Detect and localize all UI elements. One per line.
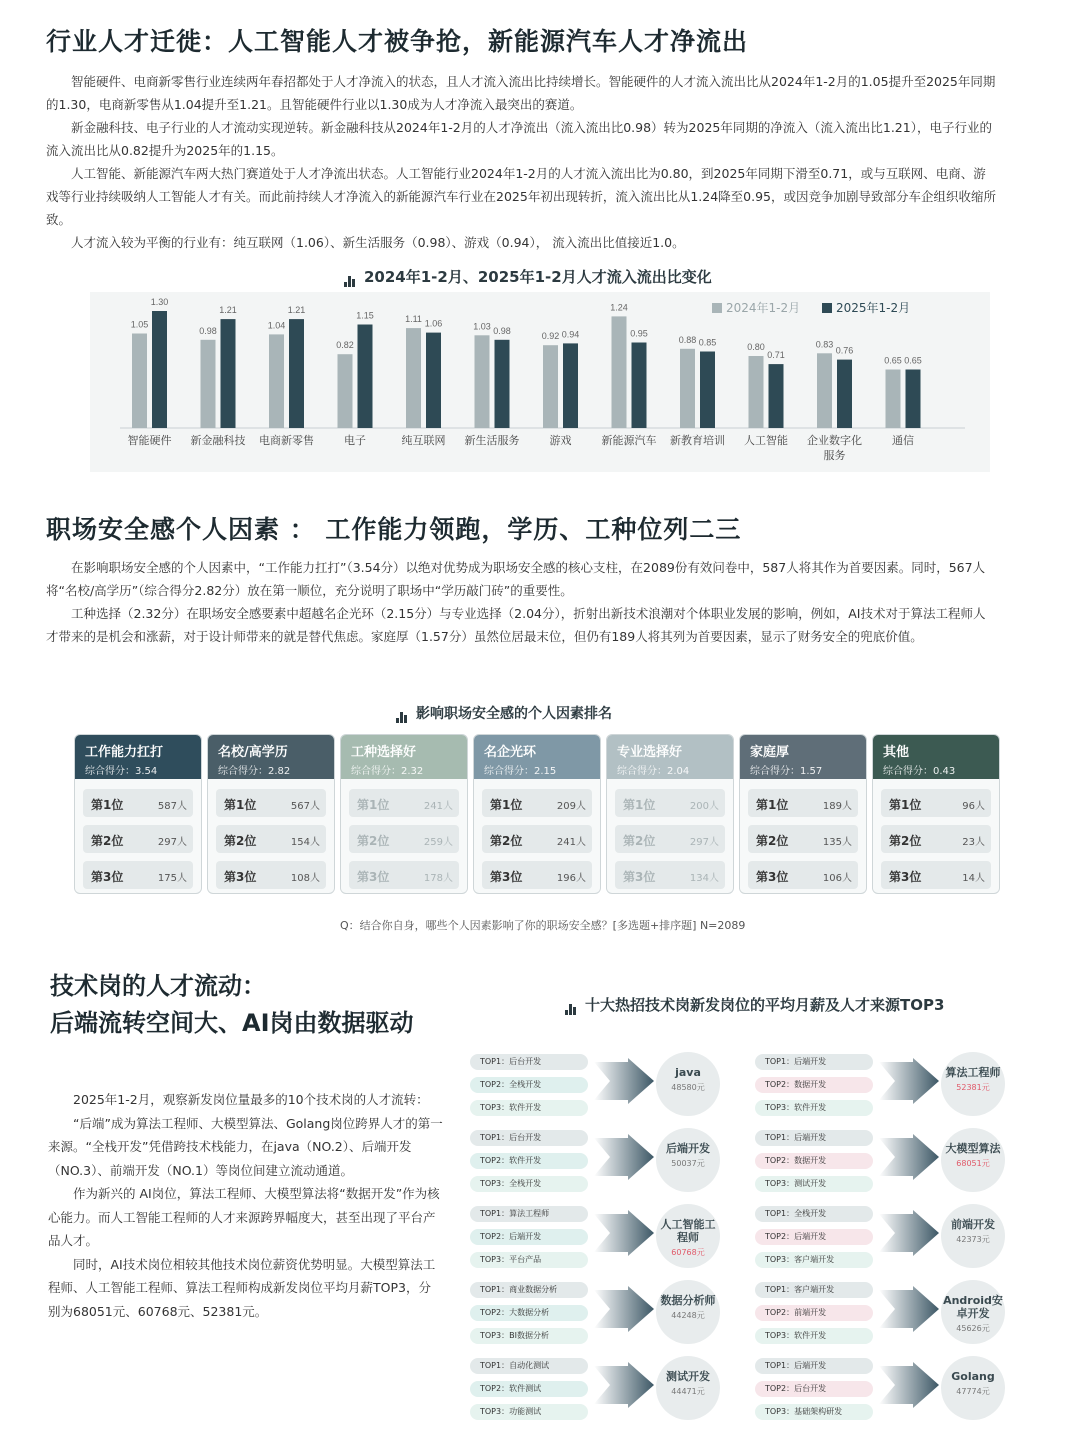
card-header — [607, 735, 733, 779]
bar — [221, 319, 236, 428]
rank-count: 587人 — [157, 801, 187, 812]
rank-row — [216, 789, 326, 817]
job-name: 算法工程师 — [945, 1066, 1001, 1079]
bar — [338, 354, 353, 428]
job-salary: 45626元 — [956, 1324, 990, 1333]
rank-count: 14人 — [962, 873, 985, 884]
flow-arrow-icon — [879, 1058, 939, 1104]
bar — [886, 370, 901, 429]
card-header — [208, 735, 334, 779]
tick-label: 电商新零售 — [259, 434, 314, 447]
bar — [475, 335, 490, 428]
job-salary: 50037元 — [671, 1159, 705, 1168]
rank-label: 第3位 — [623, 870, 656, 884]
rank-row — [83, 861, 193, 889]
source-pill: TOP3：功能测试 — [470, 1404, 588, 1420]
tick-label: 新生活服务 — [464, 434, 520, 447]
data-label: 0.65 — [904, 355, 922, 366]
rank-label: 第1位 — [623, 798, 656, 812]
source-pill: TOP3：全栈开发 — [470, 1176, 588, 1192]
data-label: 0.94 — [561, 329, 580, 340]
data-label: 0.88 — [678, 334, 697, 345]
job-name: 前端开发 — [951, 1218, 995, 1231]
chart1-title: 2024年1-2月、2025年1-2月人才流入流出比变化 — [344, 266, 712, 287]
data-label: 0.83 — [815, 339, 834, 350]
factor-score: 综合得分：2.04 — [617, 766, 690, 777]
rank-row — [482, 825, 592, 853]
rank-row — [482, 861, 592, 889]
source-pill: TOP3：客户端开发 — [755, 1252, 873, 1268]
factor-score: 综合得分：1.57 — [750, 766, 823, 777]
data-label: 1.21 — [219, 305, 237, 316]
paragraph: 作为新兴的 AI岗位，算法工程师、大模型算法将“数据开发”作为核心能力。而人工智能工程师的人才来源跨界幅度大，甚至出现了平台产品人才。 — [48, 1186, 440, 1248]
flow-arrow-icon — [594, 1134, 654, 1180]
source-pill: TOP2：后端开发 — [470, 1229, 588, 1245]
bar — [406, 328, 421, 428]
data-label: 1.04 — [267, 320, 286, 331]
paragraph: 2025年1-2月，观察新发岗位量最多的10个技术岗的人才流转： — [73, 1092, 429, 1107]
rank-count: 297人 — [689, 837, 719, 848]
source-pill: TOP3：软件开发 — [755, 1100, 873, 1116]
source-pill: TOP2：软件测试 — [470, 1381, 588, 1397]
rank-row — [748, 861, 858, 889]
rank-row — [83, 825, 193, 853]
source-pill: TOP1：后端开发 — [755, 1358, 873, 1374]
data-label: 0.95 — [630, 328, 648, 339]
data-label: 0.76 — [835, 345, 854, 356]
legend-label: 2025年1-2月 — [836, 301, 911, 315]
rank-row — [615, 825, 725, 853]
rank-label: 第1位 — [357, 798, 390, 812]
rank-label: 第2位 — [91, 834, 124, 848]
source-pill: TOP3：BI数据分析 — [470, 1328, 588, 1344]
job-name: Android安卓开发 — [943, 1294, 1003, 1320]
rank-label: 第2位 — [889, 834, 922, 848]
tick-label: 新金融科技 — [190, 434, 246, 447]
rank-count: 241人 — [423, 801, 453, 812]
data-label: 0.65 — [884, 355, 902, 366]
data-label: 0.71 — [767, 350, 785, 361]
flow-arrow-icon — [594, 1362, 654, 1408]
card-header — [740, 735, 866, 779]
rank-label: 第2位 — [357, 834, 390, 848]
bar — [426, 333, 441, 428]
factor-score: 综合得分：2.82 — [218, 766, 291, 777]
tick-label: 人工智能 — [744, 434, 788, 447]
rank-count: 23人 — [962, 837, 985, 848]
factor-card — [207, 734, 335, 894]
card-header — [75, 735, 201, 779]
paragraph: 人才流入较为平衡的行业有：纯互联网（1.06）、新生活服务（0.98）、游戏（0.94）， 流入流出比值接近1.0。 — [71, 235, 685, 250]
rank-count: 106人 — [822, 873, 852, 884]
paragraph: 工种选择（2.32分）在职场安全感要素中超越名企光环（2.15分）与专业选择（2.04分），折射出新技术浪潮对个体职业发展的影响，例如，AI技术对于算法工程师人才带来的是机会和涨薪，对于设计师带来的就是替代焦虑。家庭厚（1.57分）虽然位居最末位，但仍有189人将其列为首要因素，显示了财务安全的兜底价值。 — [46, 606, 986, 644]
rank-count: 154人 — [290, 837, 320, 848]
data-label: 1.30 — [150, 297, 169, 307]
rank-label: 第1位 — [889, 798, 922, 812]
rank-label: 第2位 — [756, 834, 789, 848]
rank-count: 178人 — [423, 873, 453, 884]
flow-arrow-icon — [879, 1210, 939, 1256]
rank-row — [216, 861, 326, 889]
bar-chart-icon — [396, 707, 408, 719]
rank-row — [881, 861, 991, 889]
job-salary: 47774元 — [956, 1387, 990, 1396]
job-circle — [941, 1204, 1005, 1268]
rank-row — [748, 789, 858, 817]
bar — [700, 352, 715, 429]
rank-row — [881, 789, 991, 817]
section2-text — [46, 556, 996, 648]
legend-swatch — [822, 303, 832, 313]
rank-row — [615, 789, 725, 817]
factor-name: 专业选择好 — [617, 745, 683, 760]
rank-label: 第1位 — [756, 798, 789, 812]
rank-label: 第3位 — [224, 870, 257, 884]
tick-label: 企业数字化 — [807, 434, 862, 447]
paragraph: 人工智能、新能源汽车两大热门赛道处于人才净流出状态。人工智能行业2024年1-2月的人才流入流出比为0.80，到2025年同期下滑至0.71，或与互联网、电商、游戏等行业持续吸纳人工智能人才有关。而此前持续人才净流入的新能源汽车行业在2025年初出现转折，流入流出比从1.24降至0.95，或因竞争加剧导致部分车企组织收缩所致。 — [46, 166, 996, 227]
factor-name: 其他 — [883, 745, 910, 760]
data-label: 0.98 — [493, 325, 511, 336]
factor-name: 工作能力扛打 — [85, 745, 164, 760]
job-circle — [941, 1052, 1005, 1116]
rank-count: 567人 — [290, 801, 320, 812]
rank-label: 第1位 — [224, 798, 257, 812]
factor-card — [739, 734, 867, 894]
rank-row — [349, 825, 459, 853]
rank-count: 209人 — [556, 801, 586, 812]
bar-chart-icon — [344, 269, 356, 281]
job-salary: 52381元 — [956, 1083, 990, 1092]
flow-arrow-icon — [594, 1210, 654, 1256]
bar — [632, 343, 647, 429]
job-name: 测试开发 — [666, 1370, 710, 1383]
paragraph: 智能硬件、电商新零售行业连续两年春招都处于人才净流入的状态，且人才流入流出比持续增长。智能硬件的人才流入流出比从2024年1-2月的1.05提升至2025年同期的1.30，电商新零售从1.04提升至1.21。且智能硬件行业以1.30成为人才净流入最突出的赛道。 — [46, 74, 996, 112]
data-label: 1.03 — [473, 321, 491, 332]
job-name: 后端开发 — [666, 1142, 710, 1155]
rank-label: 第3位 — [490, 870, 523, 884]
bar — [269, 334, 284, 428]
flow-arrow-icon — [879, 1362, 939, 1408]
factor-score: 综合得分：2.15 — [484, 766, 557, 777]
job-salary: 42373元 — [956, 1235, 990, 1244]
source-pill: TOP1：客户端开发 — [755, 1282, 873, 1298]
legend-label: 2024年1-2月 — [726, 301, 801, 315]
bar — [769, 364, 784, 428]
source-pill: TOP1：自动化测试 — [470, 1358, 588, 1374]
rank-row — [349, 789, 459, 817]
card-header — [873, 735, 999, 779]
rank-count: 259人 — [423, 837, 453, 848]
job-circle — [656, 1052, 720, 1116]
source-pill: TOP1：后台开发 — [470, 1130, 588, 1146]
factor-card — [74, 734, 202, 894]
job-name: 大模型算法 — [945, 1142, 1001, 1155]
rank-count: 134人 — [689, 873, 719, 884]
section3-title-line1: 技术岗的人才流动： — [50, 972, 266, 1000]
bar — [563, 343, 578, 428]
factor-name: 家庭厚 — [750, 745, 790, 760]
tick-label: 新教育培训 — [670, 434, 725, 447]
bar-chart-icon — [565, 997, 577, 1009]
factor-name: 名校/高学历 — [218, 745, 288, 760]
rank-count: 297人 — [157, 837, 187, 848]
source-pill: TOP1：算法工程师 — [470, 1206, 588, 1222]
data-label: 1.06 — [424, 318, 443, 329]
factor-card — [606, 734, 734, 894]
rank-count: 175人 — [157, 873, 187, 884]
tick-label: 新能源汽车 — [601, 434, 657, 447]
rank-label: 第3位 — [357, 870, 390, 884]
section2-title: 职场安全感个人因素 ： 工作能力领跑，学历、工种位列二三 — [46, 515, 742, 544]
tech-chart-title: 十大热招技术岗新发岗位的平均月薪及人才来源TOP3 — [565, 994, 944, 1015]
source-pill: TOP2：数据开发 — [755, 1153, 873, 1169]
source-pill: TOP3：软件开发 — [755, 1328, 873, 1344]
job-salary: 44248元 — [671, 1311, 705, 1320]
paragraph: 在影响职场安全感的个人因素中，“工作能力扛打”（3.54分）以绝对优势成为职场安全感的核心支柱，在2089份有效问卷中，587人将其作为首要因素。同时，567人将“名校/高学历”（综合得分2.82分）放在第一顺位，充分说明了职场中“学历敲门砖”的重要性。 — [46, 560, 986, 598]
job-salary: 48580元 — [671, 1083, 705, 1092]
factor-score: 综合得分：0.43 — [883, 766, 956, 777]
tick-label: 游戏 — [549, 434, 572, 447]
survey-note: Q：结合你自身，哪些个人因素影响了你的职场安全感？[多选题+排序题] N=2089 — [340, 919, 746, 932]
source-pill: TOP1：后台开发 — [470, 1054, 588, 1070]
job-circle — [656, 1280, 720, 1344]
bar-chart — [90, 292, 990, 472]
legend-swatch — [712, 303, 722, 313]
data-label: 1.05 — [130, 319, 149, 330]
bar — [680, 349, 695, 428]
job-circle — [656, 1204, 720, 1268]
rank-count: 135人 — [822, 837, 852, 848]
source-pill: TOP2：软件开发 — [470, 1153, 588, 1169]
rank-row — [881, 825, 991, 853]
bar — [906, 370, 921, 429]
factor-score: 综合得分：2.32 — [351, 766, 424, 777]
job-name: Golang — [951, 1370, 995, 1383]
tick-label: 电子 — [344, 434, 366, 447]
source-pill: TOP2：数据开发 — [755, 1077, 873, 1093]
card-header — [474, 735, 600, 779]
job-circle — [941, 1280, 1005, 1344]
factor-card — [872, 734, 1000, 894]
factor-name: 名企光环 — [484, 745, 537, 760]
rank-count: 189人 — [822, 801, 852, 812]
factor-card — [340, 734, 468, 894]
job-circle — [656, 1128, 720, 1192]
rank-label: 第2位 — [490, 834, 523, 848]
bar — [132, 334, 147, 429]
rank-label: 第3位 — [889, 870, 922, 884]
card-header — [341, 735, 467, 779]
data-label: 0.98 — [199, 325, 217, 336]
source-pill: TOP2：后端开发 — [755, 1229, 873, 1245]
bar — [837, 360, 852, 428]
source-pill: TOP1：后端开发 — [755, 1054, 873, 1070]
factor-score: 综合得分：3.54 — [85, 766, 158, 777]
rank-row — [83, 789, 193, 817]
data-label: 0.80 — [747, 342, 765, 352]
data-label: 1.24 — [610, 302, 628, 313]
bar — [543, 345, 558, 428]
rank-row — [216, 825, 326, 853]
section1-title: 行业人才迁徙：人工智能人才被争抢，新能源汽车人才净流出 — [46, 27, 749, 56]
bar — [817, 353, 832, 428]
rank-label: 第1位 — [91, 798, 124, 812]
source-pill: TOP3：软件开发 — [470, 1100, 588, 1116]
rank-count: 108人 — [290, 873, 320, 884]
flow-arrow-icon — [879, 1286, 939, 1332]
section3-text — [48, 1088, 443, 1323]
factor-card — [473, 734, 601, 894]
source-pill: TOP2：前端开发 — [755, 1305, 873, 1321]
bar — [289, 319, 304, 428]
flow-arrow-icon — [594, 1286, 654, 1332]
rank-row — [615, 861, 725, 889]
bar — [152, 311, 167, 428]
rank-count: 241人 — [556, 837, 586, 848]
job-name: java — [675, 1066, 701, 1079]
source-pill: TOP1：全栈开发 — [755, 1206, 873, 1222]
source-pill: TOP3：平台产品 — [470, 1252, 588, 1268]
rank-row — [349, 861, 459, 889]
job-circle — [941, 1356, 1005, 1420]
section1-text — [46, 70, 996, 254]
tick-label: 纯互联网 — [401, 434, 446, 447]
paragraph: 新金融科技、电子行业的人才流动实现逆转。新金融科技从2024年1-2月的人才净流出（流入流出比0.98）转为2025年同期的净流入（流入流出比1.21），电子行业的流入流出比从0.82提升为2025年的1.15。 — [46, 120, 992, 158]
data-label: 1.15 — [356, 310, 374, 321]
data-label: 1.11 — [405, 314, 422, 325]
tick-label: 通信 — [892, 434, 914, 447]
bar — [358, 325, 373, 429]
job-name: 数据分析师 — [660, 1294, 716, 1307]
bar — [201, 340, 216, 428]
source-pill: TOP1：商业数据分析 — [470, 1282, 588, 1298]
section3-title-line2: 后端流转空间大、AI岗由数据驱动 — [50, 1009, 414, 1037]
data-label: 0.85 — [698, 337, 717, 348]
rank-label: 第2位 — [623, 834, 656, 848]
job-circle — [941, 1128, 1005, 1192]
source-pill: TOP2：大数据分析 — [470, 1305, 588, 1321]
tick-label: 智能硬件 — [127, 434, 172, 447]
paragraph: 同时，AI技术岗位相较其他技术岗位薪资优势明显。大模型算法工程师、人工智能工程师、算法工程师构成新发岗位平均月薪TOP3，分别为68051元、60768元、52381元。 — [48, 1256, 436, 1319]
job-salary: 68051元 — [956, 1159, 990, 1168]
flow-arrow-icon — [594, 1058, 654, 1104]
bar — [749, 356, 764, 428]
rank-row — [748, 825, 858, 853]
data-label: 0.82 — [336, 340, 354, 351]
source-pill: TOP2：后台开发 — [755, 1381, 873, 1397]
job-circle — [656, 1356, 720, 1420]
bar — [612, 316, 627, 428]
job-name: 人工智能工程师 — [660, 1218, 716, 1244]
rank-label: 第3位 — [91, 870, 124, 884]
tick-label: 服务 — [823, 449, 846, 462]
flow-arrow-icon — [879, 1134, 939, 1180]
job-salary: 44471元 — [671, 1387, 705, 1396]
rank-count: 200人 — [689, 801, 719, 812]
rank-label: 第3位 — [756, 870, 789, 884]
rank-count: 96人 — [962, 801, 985, 812]
factor-chart-title: 影响职场安全感的个人因素排名 — [396, 703, 612, 723]
paragraph: “后端”成为算法工程师、大模型算法、Golang岗位跨界人才的第一来源。“全栈开发”凭借跨技术栈能力，在java（NO.2）、后端开发（NO.3）、前端开发（NO.1）等岗位间建立流动通道。 — [48, 1115, 443, 1178]
job-salary: 60768元 — [671, 1248, 705, 1257]
source-pill: TOP2：全栈开发 — [470, 1077, 588, 1093]
source-pill: TOP1：后端开发 — [755, 1130, 873, 1146]
rank-row — [482, 789, 592, 817]
bar — [495, 340, 510, 428]
source-pill: TOP3：测试开发 — [755, 1176, 873, 1192]
rank-label: 第1位 — [490, 798, 523, 812]
rank-count: 196人 — [556, 873, 586, 884]
data-label: 0.92 — [541, 331, 560, 342]
data-label: 1.21 — [287, 305, 306, 316]
rank-label: 第2位 — [224, 834, 257, 848]
factor-name: 工种选择好 — [351, 745, 417, 760]
source-pill: TOP3：基础架构研发 — [755, 1404, 873, 1420]
